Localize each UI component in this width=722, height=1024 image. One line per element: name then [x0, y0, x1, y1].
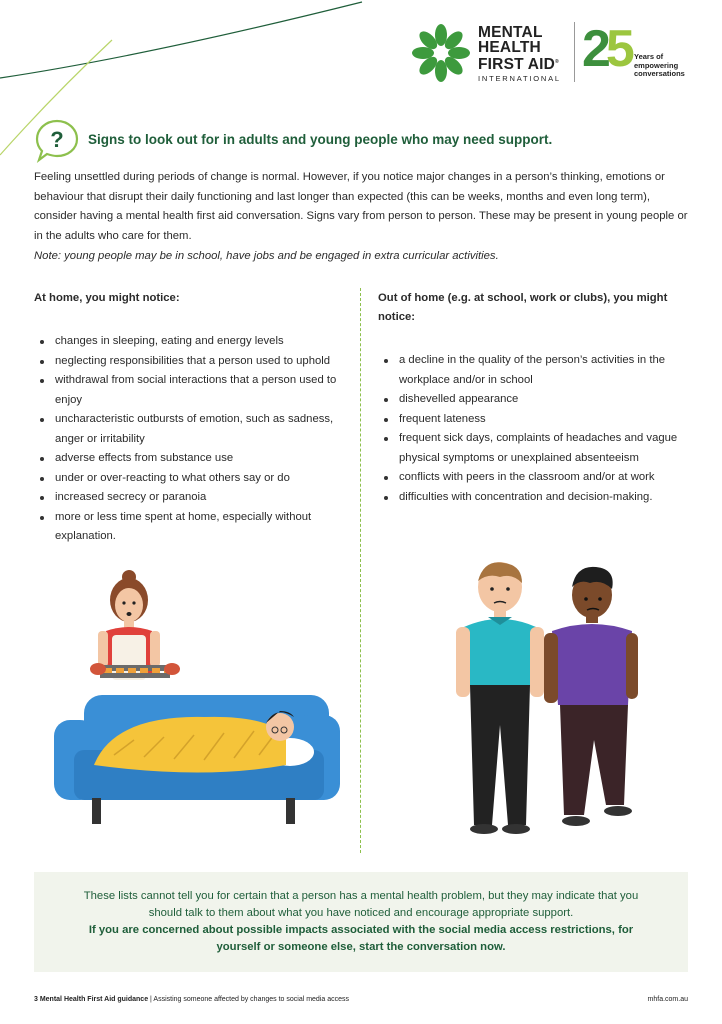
- list-item: changes in sleeping, eating and energy levels: [34, 332, 354, 352]
- outside-signs-list: [378, 351, 698, 507]
- footer-subtitle: | Assisting someone affected by changes to social media access: [148, 996, 350, 1003]
- list-item: increased secrecy or paranoia: [34, 488, 354, 508]
- outside-signs-title: Out of home (e.g. at school, work or clubs), you might notice:: [378, 292, 668, 323]
- home-illustration: [54, 565, 344, 830]
- home-signs-column: [34, 289, 354, 547]
- anniversary-tagline: Years of empowering conversations: [634, 52, 685, 78]
- svg-text:?: ?: [50, 127, 64, 152]
- intro-paragraph: Feeling unsettled during periods of change is normal. However, if you notice major changes in a person’s thinking, emotions or behaviour that disrupt their daily functioning and last longer than expected (this can be weeks, months and even long term), consider having a mental health first aid conversation. Signs vary from person to person. These may be present in young people or in the adults who care for them.: [34, 171, 688, 242]
- list-item: withdrawal from social interactions that a person used to enjoy: [34, 371, 354, 410]
- outside-signs-column: [378, 289, 698, 507]
- column-divider: [360, 288, 361, 853]
- list-item: frequent lateness: [378, 410, 698, 430]
- anniversary-number: 25: [582, 20, 630, 78]
- callout-text: These lists cannot tell you for certain that a person has a mental health problem, but they may indicate that you should talk to them about what you have noticed and encourage appropriate support.: [83, 890, 639, 919]
- home-signs-list: [34, 332, 354, 547]
- person-purple-shirt-figure: [544, 567, 638, 826]
- list-item: uncharacteristic outbursts of emotion, such as sadness, anger or irritability: [34, 410, 354, 449]
- list-item: difficulties with concentration and decision-making.: [378, 488, 698, 508]
- list-item: more or less time spent at home, especially without explanation.: [34, 508, 354, 547]
- mhfa-logo: [410, 20, 700, 86]
- question-bubble-icon: [34, 118, 80, 164]
- logo-separator: [574, 22, 575, 82]
- list-item: under or over-reacting to what others say or do: [34, 469, 354, 489]
- page-title: Signs to look out for in adults and young people who may need support.: [88, 132, 553, 147]
- list-item: conflicts with peers in the classroom and/or at work: [378, 468, 698, 488]
- footer-page-label: 3 Mental Health First Aid guidance: [34, 996, 149, 1003]
- person-teal-shirt-figure: [456, 562, 544, 834]
- footer-text: [34, 996, 349, 1003]
- out-of-home-illustration: [440, 555, 640, 840]
- list-item: dishevelled appearance: [378, 390, 698, 410]
- home-signs-title: At home, you might notice:: [34, 292, 180, 304]
- logo-wordmark: MENTAL HEALTH FIRST AID® INTERNATIONAL: [478, 24, 561, 84]
- flower-logo-icon: [410, 22, 472, 84]
- footer-url: mhfa.com.au: [647, 996, 688, 1003]
- woman-with-tray-figure: [90, 570, 180, 680]
- callout-box: [34, 872, 688, 972]
- list-item: neglecting responsibilities that a person used to uphold: [34, 352, 354, 372]
- callout-bold-text: If you are concerned about possible impacts associated with the social media access restrictions, for yourself or someone else, start the conversation now.: [88, 924, 634, 953]
- list-item: adverse effects from substance use: [34, 449, 354, 469]
- list-item: frequent sick days, complaints of headaches and vague physical symptoms or unexplained absenteeism: [378, 429, 698, 468]
- note-text: Note: young people may be in school, have jobs and be engaged in extra curricular activities.: [34, 250, 499, 262]
- list-item: a decline in the quality of the person’s activities in the workplace and/or in school: [378, 351, 698, 390]
